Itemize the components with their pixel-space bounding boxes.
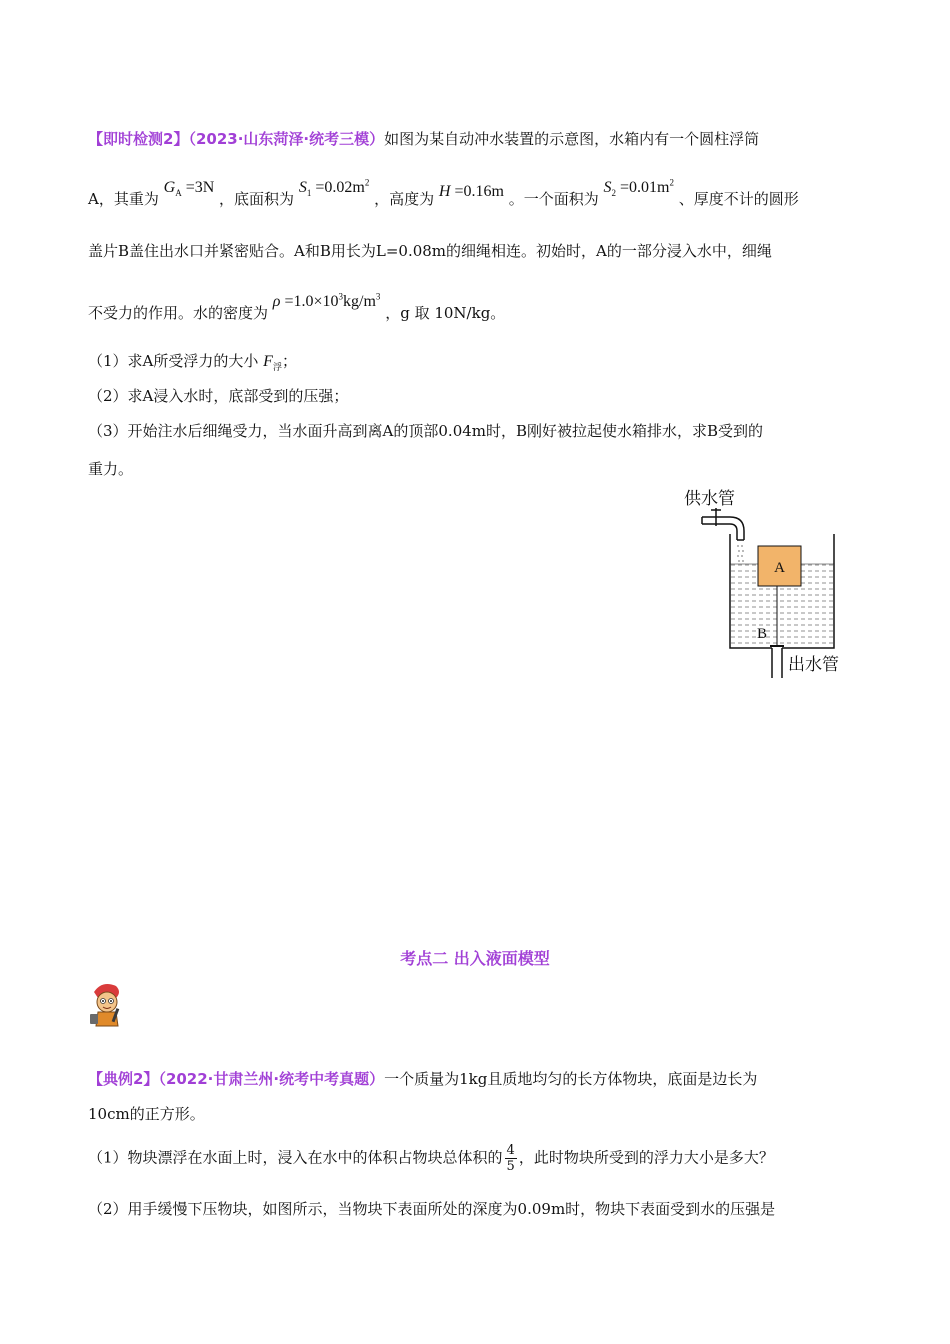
q2-tag: 【典例2】 — [88, 1070, 159, 1088]
q1-line1-text: 如图为某自动冲水装置的示意图，水箱内有一个圆柱浮筒 — [384, 130, 760, 148]
q2-line1-text: 一个质量为1kg且质地均匀的长方体物块，底面是边长为 — [384, 1070, 758, 1088]
q2-source: （2022·甘肃兰州·统考中考真题） — [158, 1070, 385, 1088]
s2-formula: $S_2 =0.01m^2$ — [603, 177, 674, 199]
section-title: 考点二 出入液面模型 — [400, 949, 550, 968]
q1-line-1 — [88, 128, 759, 149]
q2-sub1-b: ，此时物块所受到的浮力大小是多大？ — [518, 1148, 774, 1167]
h-value: =0.16m — [450, 183, 504, 200]
outlet-pipe-label: 出水管 — [788, 655, 839, 675]
rho-value: =1.0×10 — [280, 293, 339, 310]
h-formula: H =0.16m — [438, 183, 504, 200]
fraction-den: 5 — [506, 1159, 515, 1174]
rho-formula: $\rho =1.0\times 10^3kg/m^3$ — [272, 291, 381, 310]
supply-pipe — [702, 508, 744, 540]
q1-line2-d: 。一个面积为 — [508, 190, 599, 208]
q1-sub1-b: ； — [281, 352, 297, 370]
s1-value: =0.02m — [311, 179, 365, 196]
buoyancy-sub: 浮 — [272, 362, 282, 373]
mascot-icon — [86, 978, 126, 1030]
s1-formula: $S_1 =0.02m^2$ — [298, 177, 370, 199]
rho-unit: kg/m — [343, 293, 376, 310]
q1-sub-3-cont: 重力。 — [88, 460, 134, 478]
q2-line-1 — [88, 1068, 757, 1089]
buoyancy-symbol — [263, 353, 282, 373]
q2-sub1-a: （1）物块漂浮在水面上时，浸入在水中的体积占物块总体积的 — [88, 1148, 503, 1167]
q2-sub-2: （2）用手缓慢下压物块，如图所示，当物块下表面所处的深度为0.09m时，物块下表面受到水的压强是 — [88, 1200, 776, 1218]
fraction-num: 4 — [506, 1143, 515, 1158]
q1-line4-a: 不受力的作用。水的密度为 — [88, 304, 269, 322]
q2-line-2: 10cm的正方形。 — [88, 1105, 205, 1123]
q1-line-2 — [88, 177, 799, 210]
fraction-four-fifths — [505, 1143, 517, 1174]
buoyancy-f: F — [263, 353, 273, 370]
ga-formula: $G_A =3N$ — [163, 179, 215, 199]
q1-sub-2: （2）求A浸入水时，底部受到的压强； — [88, 387, 349, 405]
q1-line-3: 盖片B盖住出水口并紧密贴合。A和B用长为L=0.08m的细绳相连。初始时，A的一部分浸入水中，细绳 — [88, 242, 772, 260]
q1-line2-a: A，其重为 — [88, 190, 159, 208]
q1-sub1-a: （1）求A所受浮力的大小 — [88, 352, 264, 370]
ga-value: =3N — [181, 179, 215, 196]
q1-sub-3: （3）开始注水后细绳受力，当水面升高到离A的顶部0.04m时，B刚好被拉起使水箱排水，求B受到的 — [88, 422, 764, 440]
q2-sub-1 — [88, 1143, 774, 1174]
outlet-pipe — [772, 648, 782, 678]
water-stream — [737, 545, 744, 562]
s2-value: =0.01m — [616, 179, 670, 196]
q1-sub-1 — [88, 350, 297, 373]
float-a-label: A — [774, 560, 785, 576]
flush-tank-diagram — [682, 484, 862, 684]
lid-b-label: B — [756, 626, 768, 642]
q1-source: （2023·山东菏泽·统考三模） — [188, 130, 385, 148]
q1-line2-e: 、厚度不计的圆形 — [678, 190, 799, 208]
q1-tag: 【即时检测2】 — [88, 130, 189, 148]
q1-line2-b: ，底面积为 — [219, 190, 295, 208]
supply-pipe-label: 供水管 — [684, 489, 735, 509]
q1-line2-c: ，高度为 — [374, 190, 435, 208]
q1-line4-b: ，g 取 10N/kg。 — [385, 304, 506, 322]
